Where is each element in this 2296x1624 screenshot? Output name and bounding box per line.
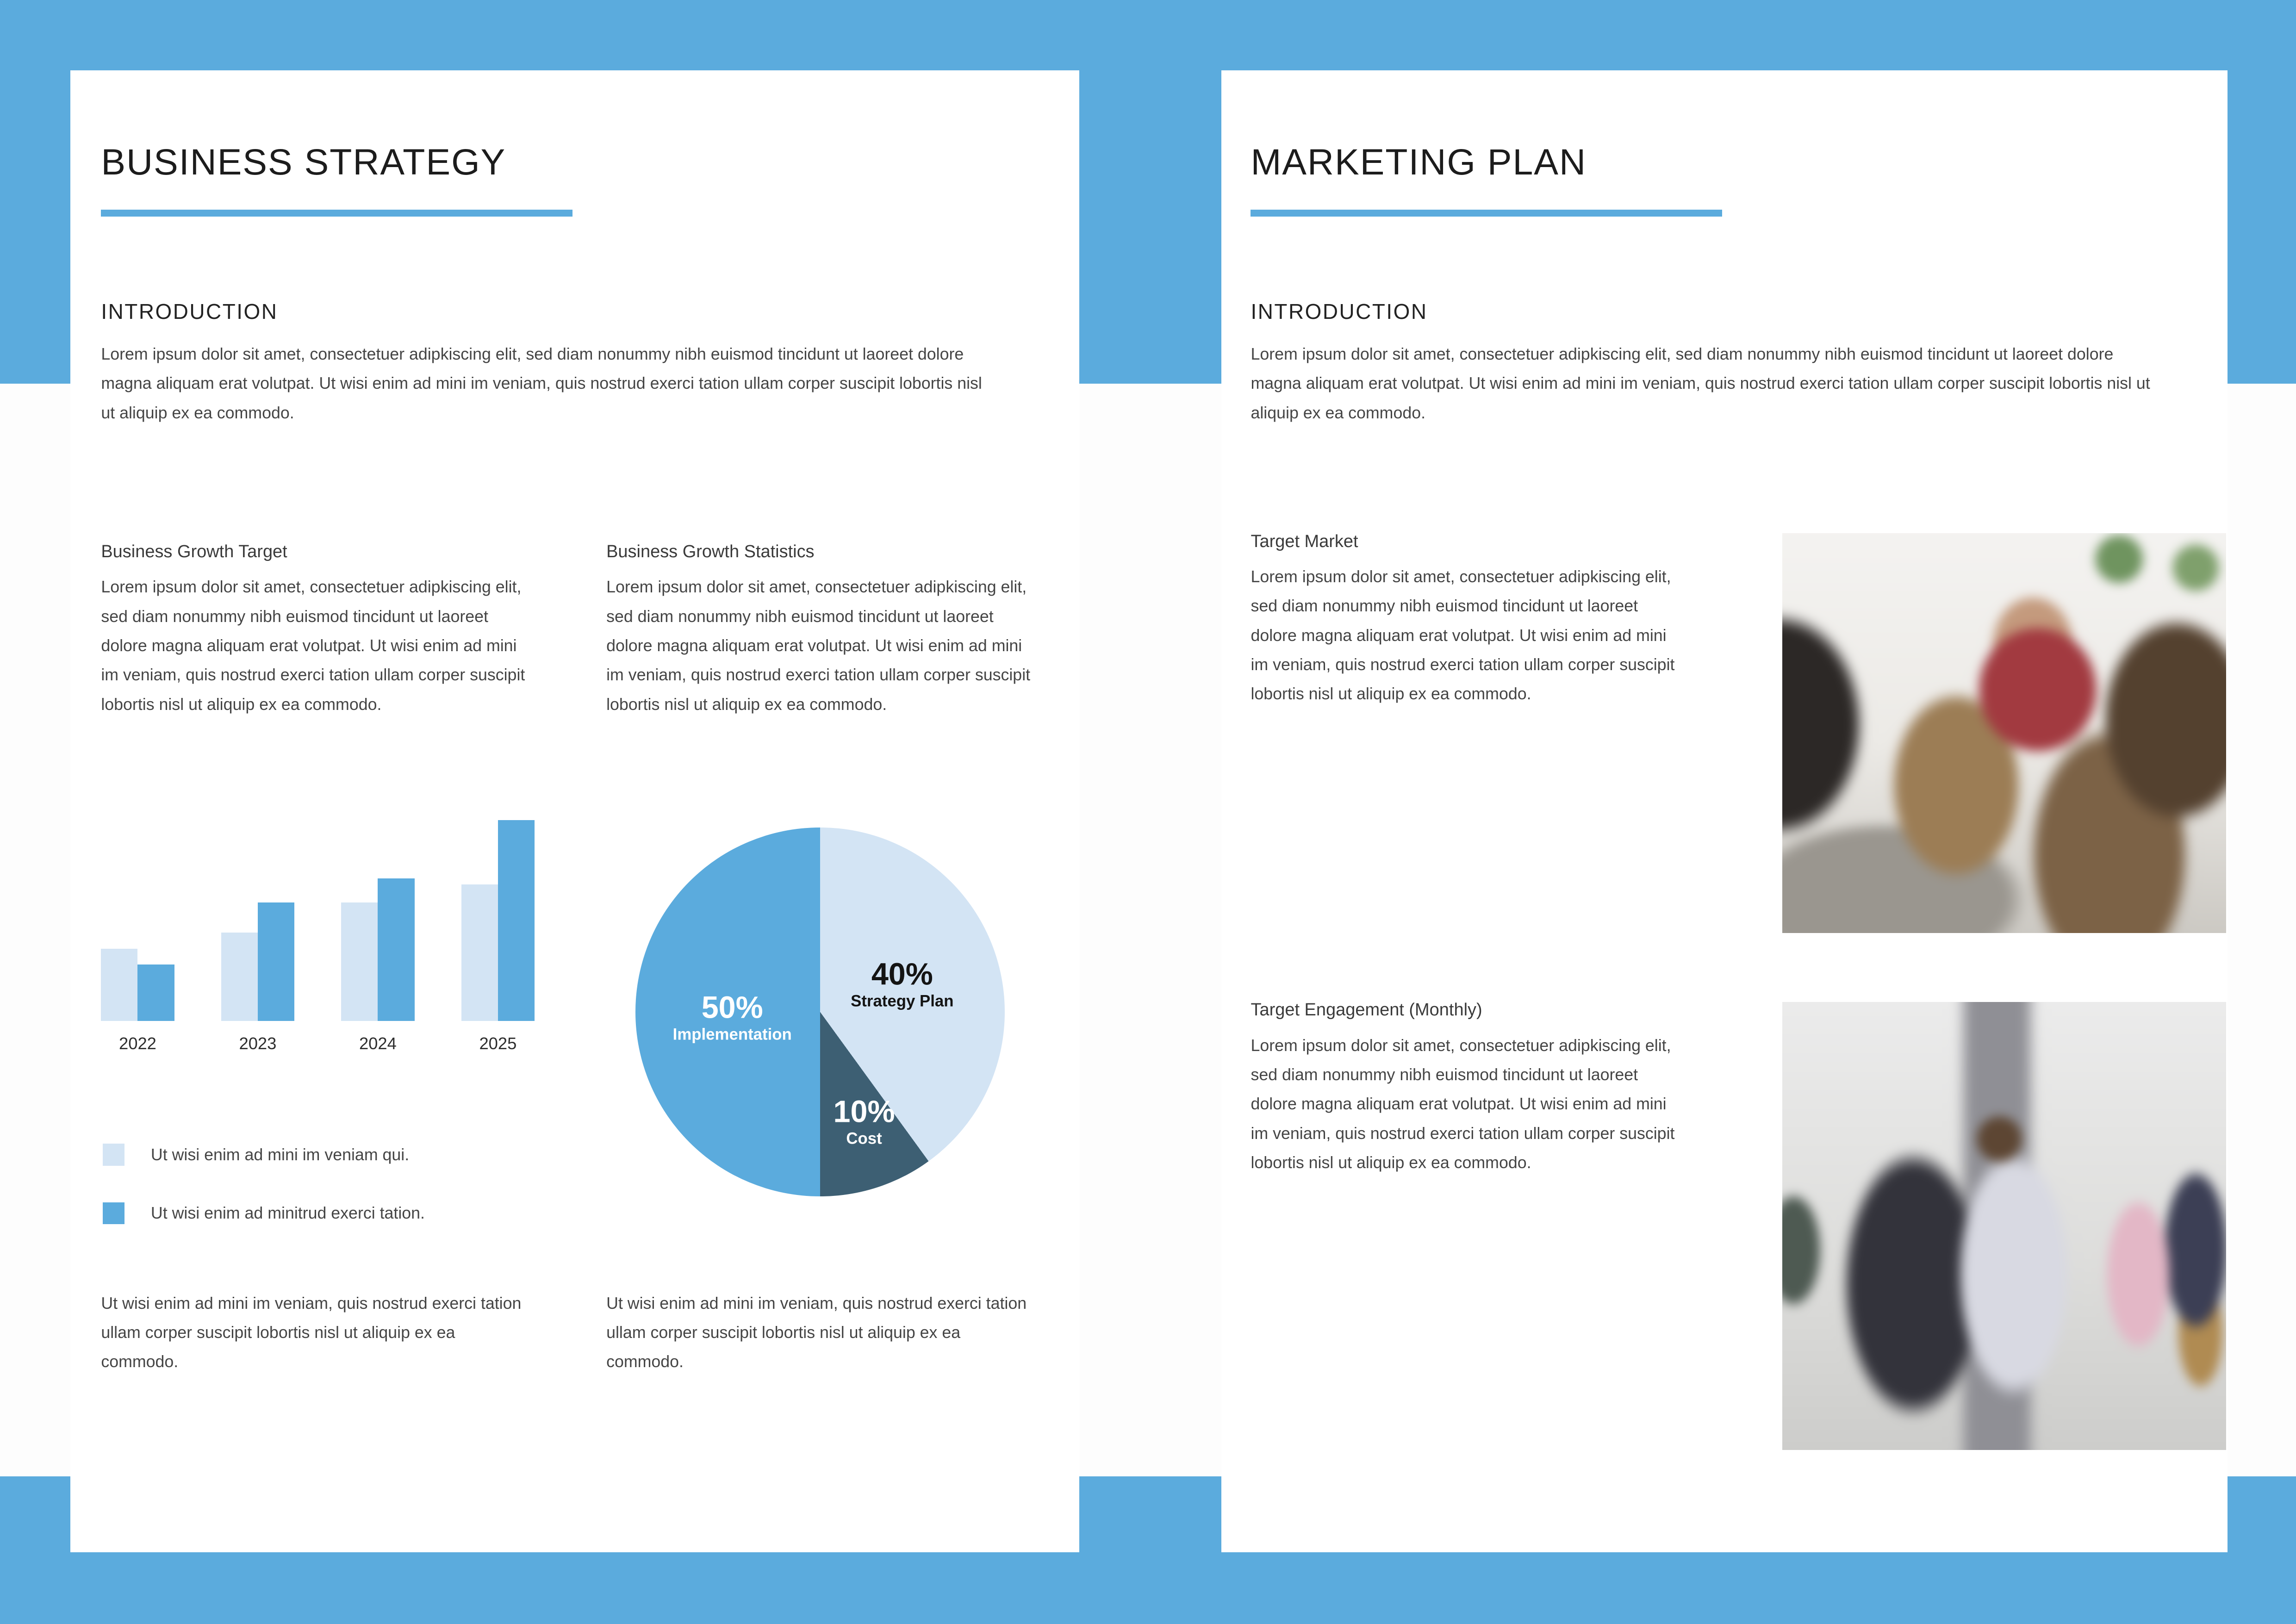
business-growth-pie-chart: [635, 828, 1004, 1196]
bar-dark-2022: [137, 964, 174, 1021]
bar-light-2023: [221, 933, 258, 1021]
bar-dark-2023: [258, 902, 294, 1021]
page-marketing-plan: [1221, 70, 2228, 1552]
legend-item-dark: [103, 1202, 425, 1224]
page-title: BUSINESS STRATEGY: [101, 141, 506, 182]
bar-group-2024: [341, 878, 414, 1021]
footnote-left: Ut wisi enim ad mini im veniam, quis nostrud exerci tation ullam corper suscipit lobortis nisl ut aliquip ex ea commodo.: [101, 1294, 522, 1371]
bar-category-label-2022: 2022: [118, 1034, 156, 1053]
page-title: MARKETING PLAN: [1251, 141, 1587, 182]
legend-label-dark: Ut wisi enim ad minitrud exerci tation.: [150, 1204, 425, 1223]
bar-chart-legend: [103, 1144, 425, 1224]
office-meeting-photo-image: [1782, 533, 2226, 933]
business-plaza-photo: [1782, 1002, 2226, 1450]
bar-light-2022: [101, 949, 137, 1021]
business-growth-bar-chart: [101, 820, 535, 1053]
bar-group-2022: [101, 949, 174, 1021]
column-heading-growth-statistics: Business Growth Statistics: [606, 541, 815, 561]
pie-pct-strategy-plan: 40%: [871, 957, 933, 992]
legend-label-light: Ut wisi enim ad mini im veniam qui.: [150, 1145, 410, 1164]
section-heading-target-engagement: Target Engagement (Monthly): [1251, 1000, 1482, 1020]
pie-cap-strategy-plan: Strategy Plan: [851, 992, 954, 1010]
bar-category-label-2023: 2023: [239, 1034, 277, 1053]
legend-item-light: [103, 1144, 425, 1165]
bar-dark-2025: [498, 820, 535, 1021]
bar-category-label-2024: 2024: [359, 1034, 397, 1053]
bar-chart-groups: [101, 820, 535, 1021]
legend-swatch-light: [103, 1144, 124, 1165]
bar-category-label-2025: 2025: [479, 1034, 517, 1053]
bar-group-2025: [461, 820, 535, 1021]
pie-pct-implementation: 50%: [701, 990, 763, 1025]
bar-dark-2024: [378, 878, 414, 1021]
section-heading-target-market: Target Market: [1251, 531, 1358, 551]
pie-pct-cost: 10%: [833, 1095, 895, 1129]
bar-light-2024: [341, 902, 378, 1021]
footnote-right: Ut wisi enim ad mini im veniam, quis nostrud exerci tation ullam corper suscipit lobortis nisl ut aliquip ex ea commodo.: [606, 1294, 1027, 1371]
intro-paragraph: Lorem ipsum dolor sit amet, consectetuer adipkiscing elit, sed diam nonummy nibh euismod tincidunt ut laoreet dolore magna aliquam erat volutpat. Ut wisi enim ad mini im veniam, quis nostrud exerci tation ullam corper suscipit lobortis nisl ut aliquip ex ea commodo.: [101, 345, 982, 422]
column-heading-growth-target: Business Growth Target: [101, 541, 287, 561]
column-body-growth-statistics: Lorem ipsum dolor sit amet, consectetuer adipkiscing elit, sed diam nonummy nibh euismod tincidunt ut laoreet dolore magna aliquam erat volutpat. Ut wisi enim ad mini im veniam, quis nostrud exerci tation ullam corper suscipit lobortis nisl ut aliquip ex ea commodo.: [606, 578, 1031, 714]
bar-light-2025: [461, 884, 498, 1021]
office-meeting-photo: [1782, 533, 2226, 933]
page-business-strategy: [70, 70, 1079, 1552]
legend-swatch-dark: [103, 1202, 124, 1224]
bar-group-2023: [221, 902, 294, 1021]
pie-cap-cost: Cost: [846, 1129, 882, 1148]
intro-paragraph: Lorem ipsum dolor sit amet, consectetuer adipkiscing elit, sed diam nonummy nibh euismod tincidunt ut laoreet dolore magna aliquam erat volutpat. Ut wisi enim ad mini im veniam, quis nostrud exerci tation ullam corper suscipit lobortis nisl ut aliquip ex ea commodo.: [1251, 345, 2150, 422]
intro-heading: INTRODUCTION: [101, 299, 278, 324]
bar-chart-category-labels: [101, 1034, 535, 1053]
pie-label-cost: [834, 1095, 895, 1149]
title-underline: [101, 210, 572, 217]
section-body-target-engagement: Lorem ipsum dolor sit amet, consectetuer adipkiscing elit, sed diam nonummy nibh euismod tincidunt ut laoreet dolore magna aliquam erat volutpat. Ut wisi enim ad mini im veniam, quis nostrud exerci tation ullam corper suscipit lobortis nisl ut aliquip ex ea commodo.: [1251, 1036, 1675, 1172]
intro-heading: INTRODUCTION: [1251, 299, 1428, 324]
pie-cap-implementation: Implementation: [672, 1025, 792, 1044]
section-body-target-market: Lorem ipsum dolor sit amet, consectetuer adipkiscing elit, sed diam nonummy nibh euismod tincidunt ut laoreet dolore magna aliquam erat volutpat. Ut wisi enim ad mini im veniam, quis nostrud exerci tation ullam corper suscipit lobortis nisl ut aliquip ex ea commodo.: [1251, 567, 1675, 703]
business-plaza-photo-image: [1782, 1002, 2226, 1450]
title-underline: [1251, 210, 1722, 217]
pie-label-implementation: [673, 991, 792, 1045]
column-body-growth-target: Lorem ipsum dolor sit amet, consectetuer adipkiscing elit, sed diam nonummy nibh euismod tincidunt ut laoreet dolore magna aliquam erat volutpat. Ut wisi enim ad mini im veniam, quis nostrud exerci tation ullam corper suscipit lobortis nisl ut aliquip ex ea commodo.: [101, 578, 525, 714]
pie-label-strategy-plan: [851, 958, 953, 1011]
